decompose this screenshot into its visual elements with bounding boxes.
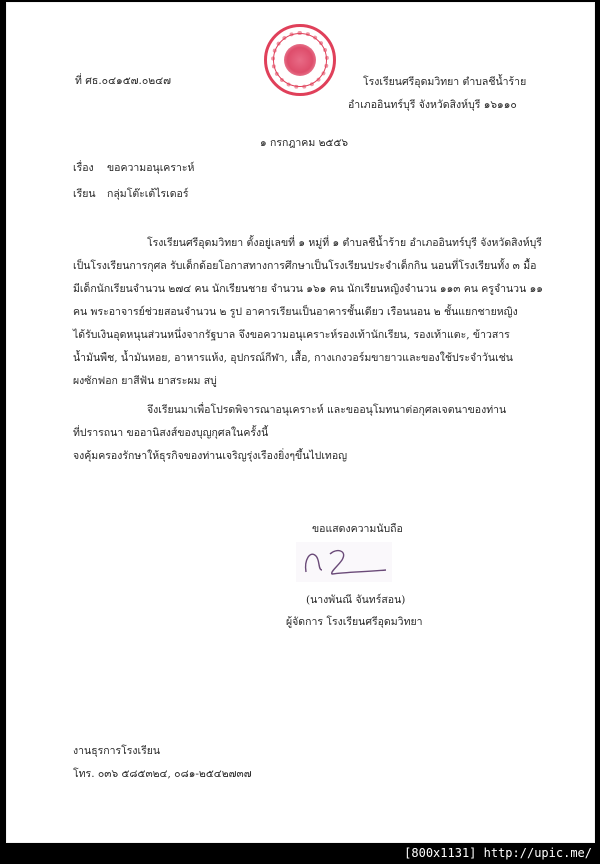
- page-edge: [6, 2, 595, 843]
- signer-name: (นางพันณี จันทร์สอน): [306, 594, 406, 606]
- closing-text: ขอแสดงความนับถือ: [312, 523, 403, 535]
- sender-address-line2: อำเภออินทร์บุรี จังหวัดสิงห์บุรี ๑๖๑๑๐: [348, 99, 517, 111]
- reference-number: ที่ ศธ.๐๔๑๕๗.๐๒๔๗: [75, 75, 172, 87]
- body-line: จึงเรียนมาเพื่อโปรดพิจารณาอนุเคราะห์ และขออนุโมทนาต่อกุศลเจตนาของท่าน: [147, 404, 507, 416]
- body-line: เป็นโรงเรียนการกุศล รับเด็กด้อยโอกาสทางการศึกษาเป็นโรงเรียนประจำเด็กกิน นอนที่โรงเรียนทั้ง ๓ มื้อ: [73, 260, 537, 272]
- body-line: จงคุ้มครองรักษาให้ธุรกิจของท่านเจริญรุ่งเรืองยิ่งๆขึ้นไปเทอญ: [73, 450, 348, 462]
- recipient-text: กลุ่มโต๊ะเต้ไรเดอร์: [107, 188, 189, 200]
- document-page: [6, 2, 595, 843]
- signer-title: ผู้จัดการ โรงเรียนศรีอุดมวิทยา: [286, 616, 423, 628]
- subject-label: เรื่อง: [73, 162, 94, 174]
- signature-area: [296, 542, 392, 582]
- body-line: โรงเรียนศรีอุดมวิทยา ตั้งอยู่เลขที่ ๑ หมู่ที่ ๑ ตำบลชีน้ำร้าย อำเภออินทร์บุรี จังหวัดสิงห์บุรี: [147, 237, 542, 249]
- recipient-label: เรียน: [73, 188, 96, 200]
- body-line: คน พระอาจารย์ช่วยสอนจำนวน ๒ รูป อาคารเรียนเป็นอาคารชั้นเดียว เรือนนอน ๒ ชั้นแยกชายหญิง: [73, 306, 518, 318]
- body-line: ได้รับเงินอุดหนุนส่วนหนึ่งจากรัฐบาล จึงขอความอนุเคราะห์รองเท้านักเรียน, รองเท้าแตะ, ข้าวสาร: [73, 329, 510, 341]
- body-line: ผงซักฟอก ยาสีฟัน ยาสระผม สบู่: [73, 375, 217, 387]
- subject-text: ขอความอนุเคราะห์: [107, 162, 195, 174]
- sender-address-line1: โรงเรียนศรีอุดมวิทยา ตำบลชีน้ำร้าย: [363, 76, 527, 88]
- body-line: ที่ปรารถนา ขออานิสงส์ของบุญกุศลในครั้งนี้: [73, 427, 269, 439]
- footer-phone: โทร. ๐๓๖ ๕๘๕๓๒๔, ๐๘๑-๒๕๔๒๗๓๗: [73, 768, 252, 780]
- signature-icon: [296, 542, 392, 582]
- image-host-watermark: [800x1131] http://upic.me/: [404, 846, 592, 860]
- footer-department: งานธุรการโรงเรียน: [73, 745, 161, 757]
- letter-date: ๑ กรกฎาคม ๒๕๕๖: [260, 137, 349, 149]
- body-line: มีเด็กนักเรียนจำนวน ๒๗๔ คน นักเรียนชาย จำนวน ๑๖๑ คน นักเรียนหญิงจำนวน ๑๑๓ คน ครูจำนวน ๑๑: [73, 283, 543, 295]
- body-line: น้ำมันพืช, น้ำมันหอย, อาหารแห้ง, อุปกรณ์กีฬา, เสื้อ, กางเกงวอร์มขายาวและของใช้ประจำวันเช่น: [73, 352, 513, 364]
- school-seal-icon: [264, 24, 336, 96]
